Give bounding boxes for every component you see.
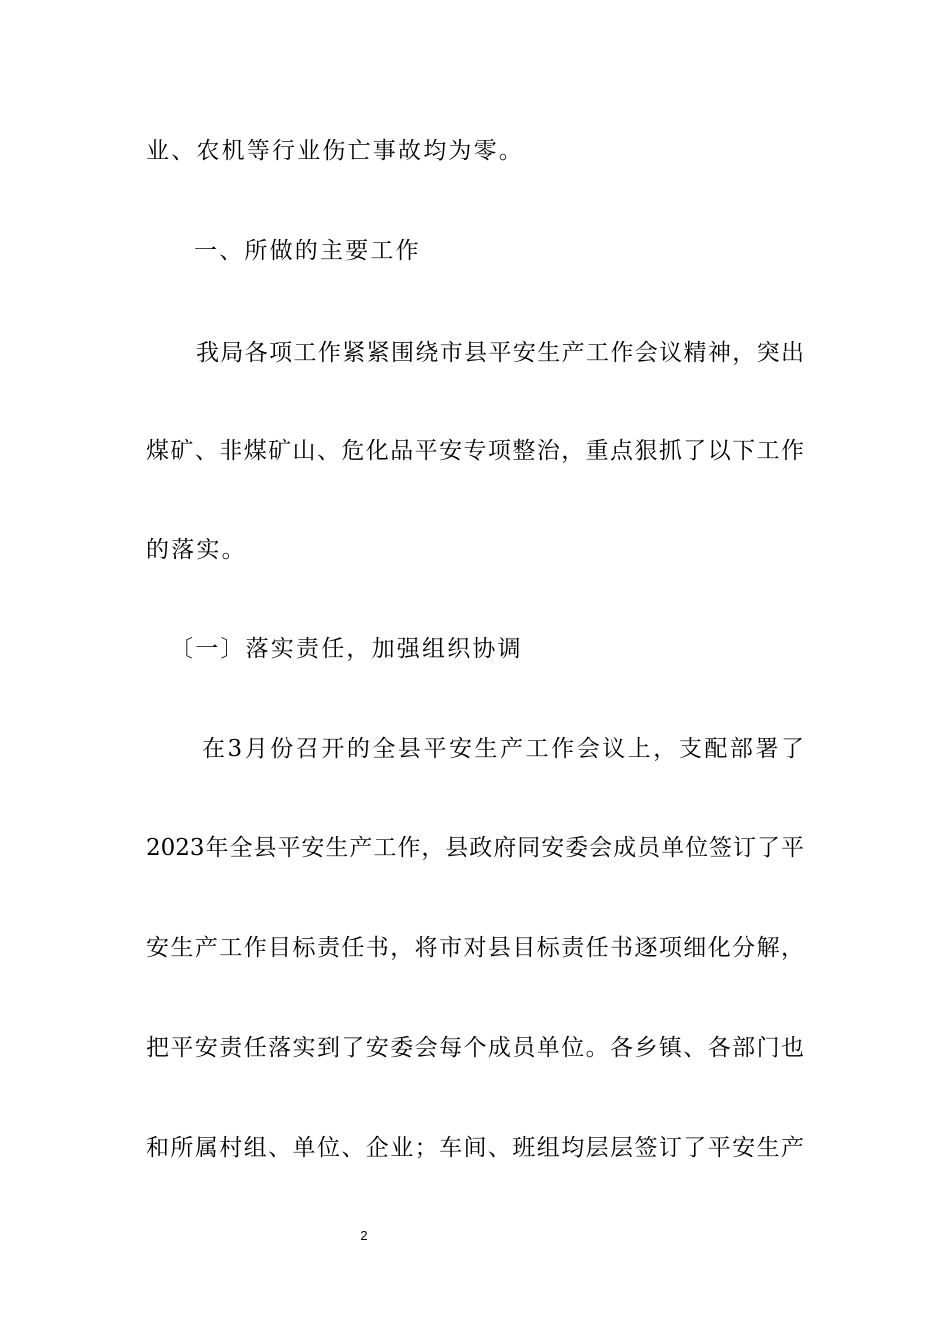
- paragraph-line: 我局各项工作紧紧围绕市县平安生产工作会议精神，突出: [196, 340, 804, 366]
- paragraph-line: 把平安责任落实到了安委会每个成员单位。各乡镇、各部门也: [146, 1035, 804, 1061]
- paragraph-line: 煤矿、非煤矿山、危化品平安专项整治，重点狠抓了以下工作: [146, 438, 804, 464]
- paragraph-line: 的落实。: [146, 537, 247, 563]
- paragraph-line: 和所属村组、单位、企业；车间、班组均层层签订了平安生产: [146, 1135, 804, 1161]
- paragraph-line: 在3月份召开的全县平安生产工作会议上，支配部署了: [202, 736, 804, 762]
- paragraph-line: 2023年全县平安生产工作，县政府同安委会成员单位签订了平: [146, 835, 804, 861]
- paragraph-line: 业、农机等行业伤亡事故均为零。: [146, 138, 524, 164]
- page-number: 2: [360, 1228, 368, 1243]
- paragraph-line: 安生产工作目标责任书，将市对县目标责任书逐项细化分解，: [146, 935, 804, 961]
- subsection-heading: 〔一〕落实责任，加强组织协调: [170, 636, 523, 662]
- section-heading: 一、所做的主要工作: [194, 238, 421, 264]
